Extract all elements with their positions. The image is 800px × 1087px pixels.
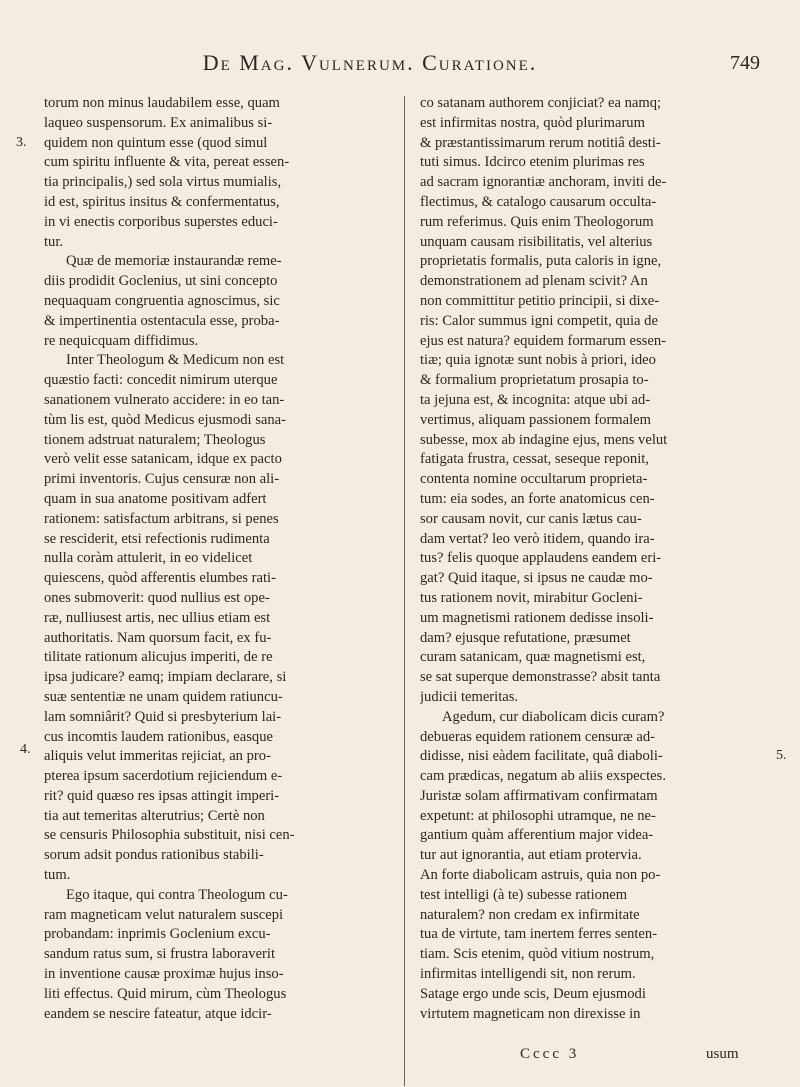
text-line: co satanam authorem conjiciat? ea namq; <box>420 95 662 111</box>
text-line: aliquis velut immeritas rejiciat, an pro- <box>44 748 271 765</box>
text-line: unquam causam risibilitatis, vel alterius <box>420 233 653 250</box>
text-line: fatigata frustra, cessat, seseque reponit, <box>420 451 649 468</box>
text-line: Agedum, cur diabolicam dicis curam? <box>442 708 665 725</box>
text-line: rit? quid quæso res ipsas attingit imperi- <box>44 787 280 804</box>
text-line: quæstio facti: concedit nimirum uterque <box>44 372 278 389</box>
text-line: ejus est natura? equidem formarum essen- <box>420 332 666 349</box>
text-line: tua de virtute, tam inertem ferres senten- <box>420 926 658 943</box>
text-line: virtutem magneticam non direxisse in <box>420 1005 641 1022</box>
running-head <box>0 50 800 86</box>
text-line: Quæ de memoriæ instaurandæ reme- <box>66 253 282 270</box>
text-line: se resciderit, etsi refectionis rudimenta <box>44 530 270 547</box>
running-title: De Mag. Vulnerum. Curatione. <box>202 50 538 75</box>
text-line: tus? felis quoque applaudens eandem eri- <box>420 550 662 567</box>
text-line: test intelligi (à te) subesse rationem <box>420 886 628 903</box>
text-line: primi inventoris. Cujus censuræ non ali- <box>44 471 280 488</box>
text-line: cus incomtis laudem rationibus, easque <box>44 728 273 745</box>
text-line: rum referimus. Quis enim Theologorum <box>420 213 654 230</box>
margin-number-5: 5. <box>776 748 787 763</box>
margin-number-4: 4. <box>20 742 31 757</box>
text-line: in vi enectis corporibus superstes educi- <box>44 213 278 230</box>
text-line: rationem: satisfactum arbitrans, si penes <box>44 510 279 527</box>
text-line: contenta nomine occultarum proprieta- <box>420 471 648 488</box>
text-line: verò velit esse satanicam, idque ex pacto <box>44 451 282 468</box>
text-line: tur aut ignorantia, aut etiam protervia. <box>420 847 642 864</box>
text-line: dam vertat? leo verò itidem, quando ira- <box>420 530 655 547</box>
text-line: authoritatis. Nam quorsum facit, ex fu- <box>44 629 272 646</box>
text-line: sanationem vulnerato accidere: in eo tan- <box>44 391 285 408</box>
text-line: in inventione causæ proximæ hujus inso- <box>44 966 284 983</box>
text-line: expetunt: at philosophi utramque, ne ne- <box>420 807 656 824</box>
text-line: laqueo suspensorum. Ex animalibus si- <box>44 114 273 131</box>
text-line: um magnetismi rationem dedisse insoli- <box>420 609 654 626</box>
text-line: torum non minus laudabilem esse, quam <box>44 95 280 111</box>
text-line: eandem se nescire fateatur, atque idcir- <box>44 1005 272 1022</box>
text-line: quam in sua anatome positivam adfert <box>44 490 267 507</box>
text-line: & præstantissimarum rerum notitiâ desti- <box>420 134 661 151</box>
catchword: usum <box>706 1046 739 1062</box>
text-line: se sat superque demonstrasse? absit tanta <box>420 669 661 686</box>
text-line: proprietatis formalis, puta caloris in igne, <box>420 253 662 270</box>
text-line: liti effectus. Quid mirum, cùm Theologus <box>44 985 287 1002</box>
text-line: probandam: inprimis Goclenium excu- <box>44 926 271 943</box>
text-line: cam prædicas, negatum ab aliis exspectes. <box>420 768 666 785</box>
text-line: tilitate rationum alicujus imperiti, de re <box>44 649 273 666</box>
text-line: ram magneticam velut naturalem suscepi <box>44 906 284 923</box>
text-line: lam somniârit? Quid si presbyterium lai- <box>44 708 282 725</box>
text-line: tus rationem novit, mirabitur Gocleni- <box>420 589 643 606</box>
text-line: suæ sententiæ ne unam quidem ratiuncu- <box>44 688 283 705</box>
text-line: tia principalis,) sed sola virtus mumialis, <box>44 174 282 191</box>
text-line: tia aut temeritas alterutrius; Certè non <box>44 807 265 824</box>
text-line: est infirmitas nostra, quòd plurimarum <box>420 114 645 131</box>
text-line: gat? Quid itaque, si ipsus ne caudæ mo- <box>420 570 653 587</box>
text-line: subesse, mox ab indagine ejus, mens velut <box>420 431 668 448</box>
text-line: Satage ergo unde scis, Deum ejusmodi <box>420 985 646 1002</box>
text-line: tiam. Scis etenim, quòd vitium nostrum, <box>420 946 655 963</box>
text-line: tuti simus. Idcirco etenim plurimas res <box>420 154 645 171</box>
text-line: ipsa judicare? eamq; impiam declarare, si <box>44 669 287 686</box>
text-line: demonstrationem ad plenam scivit? An <box>420 273 648 290</box>
text-line: ris: Calor summus igni competit, quia de <box>420 312 658 329</box>
text-line: nequaquam congruentia agnoscimus, sic <box>44 292 280 309</box>
text-line: sor causam novit, cur canis lætus cau- <box>420 510 642 527</box>
text-line: dam? ejusque refutatione, præsumet <box>420 629 631 646</box>
text-line: infirmitas intelligendi sit, non rerum. <box>420 966 636 983</box>
text-line: ad sacram ignorantiæ anchoram, inviti de- <box>420 174 667 191</box>
text-line: se censuris Philosophia substituit, nisi cen- <box>44 827 295 844</box>
text-line: tiæ; quia ignotæ sunt nobis à priori, ideo <box>420 352 656 369</box>
text-line: sorum adsit pondus rationibus stabili- <box>44 847 264 864</box>
text-line: ræ, nulliusest artis, nec ullius etiam est <box>44 609 271 626</box>
text-line: Ego itaque, qui contra Theologum cu- <box>66 886 288 903</box>
text-line: non committitur petitio principii, si dixe- <box>420 292 660 309</box>
text-line: quiescens, quòd afferentis elumbes rati- <box>44 570 276 587</box>
text-line: An forte diabolicam astruis, quia non po- <box>420 867 661 884</box>
text-line: ta jejuna est, & incognita: atque ubi ad- <box>420 391 651 408</box>
text-line: didisse, nisi eàdem facilitate, quâ diaboli- <box>420 748 663 765</box>
page-number: 749 <box>730 52 760 74</box>
text-line: pterea ipsum sacerdotium rejiciendum e- <box>44 768 283 785</box>
margin-number-3: 3. <box>16 135 27 150</box>
text-line: debueras equidem rationem censuræ ad- <box>420 728 656 745</box>
text-line: nulla coràm attulerit, in eo videlicet <box>44 550 253 567</box>
text-line: & formalium proprietatum prosapia to- <box>420 372 649 389</box>
signature-mark: Cccc 3 <box>520 1046 580 1062</box>
column-divider <box>404 96 405 1086</box>
text-line: re nequicquam diffidimus. <box>44 332 199 349</box>
text-line: diis prodidit Goclenius, ut sini concepto <box>44 273 278 290</box>
text-line: quidem non quintum esse (quod simul <box>44 134 268 151</box>
text-line: Juristæ solam affirmativam confirmatam <box>420 787 658 804</box>
text-line: tur. <box>44 233 64 250</box>
text-line: vertimus, aliquam passionem formalem <box>420 411 652 428</box>
text-line: sandum ratus sum, si frustra laboraverit <box>44 946 276 963</box>
text-line: naturalem? non credam ex infirmitate <box>420 906 640 923</box>
text-line: tum. <box>44 867 71 884</box>
text-line: Inter Theologum & Medicum non est <box>66 352 285 369</box>
text-line: tum: eia sodes, an forte anatomicus cen- <box>420 490 655 507</box>
text-line: curam satanicam, quæ magnetismi est, <box>420 649 646 666</box>
text-line: & impertinentia ostentacula esse, proba- <box>44 312 280 329</box>
text-line: id est, spiritus insitus & confermentatus, <box>44 193 280 210</box>
text-line: judicii temeritas. <box>420 688 519 705</box>
text-line: flectimus, & catalogo causarum occulta- <box>420 193 657 210</box>
text-line: cum spiritu influente & vita, pereat essen- <box>44 154 290 171</box>
text-line: tionem adstruat naturalem; Theologus <box>44 431 266 448</box>
text-line: ones submoverit: quod nullius est ope- <box>44 589 270 606</box>
text-line: tùm lis est, quòd Medicus ejusmodi sana- <box>44 411 286 428</box>
right-text-column <box>420 94 768 1024</box>
left-text-column <box>44 94 387 1024</box>
text-line: gantium quàm afferentium major videa- <box>420 827 654 844</box>
